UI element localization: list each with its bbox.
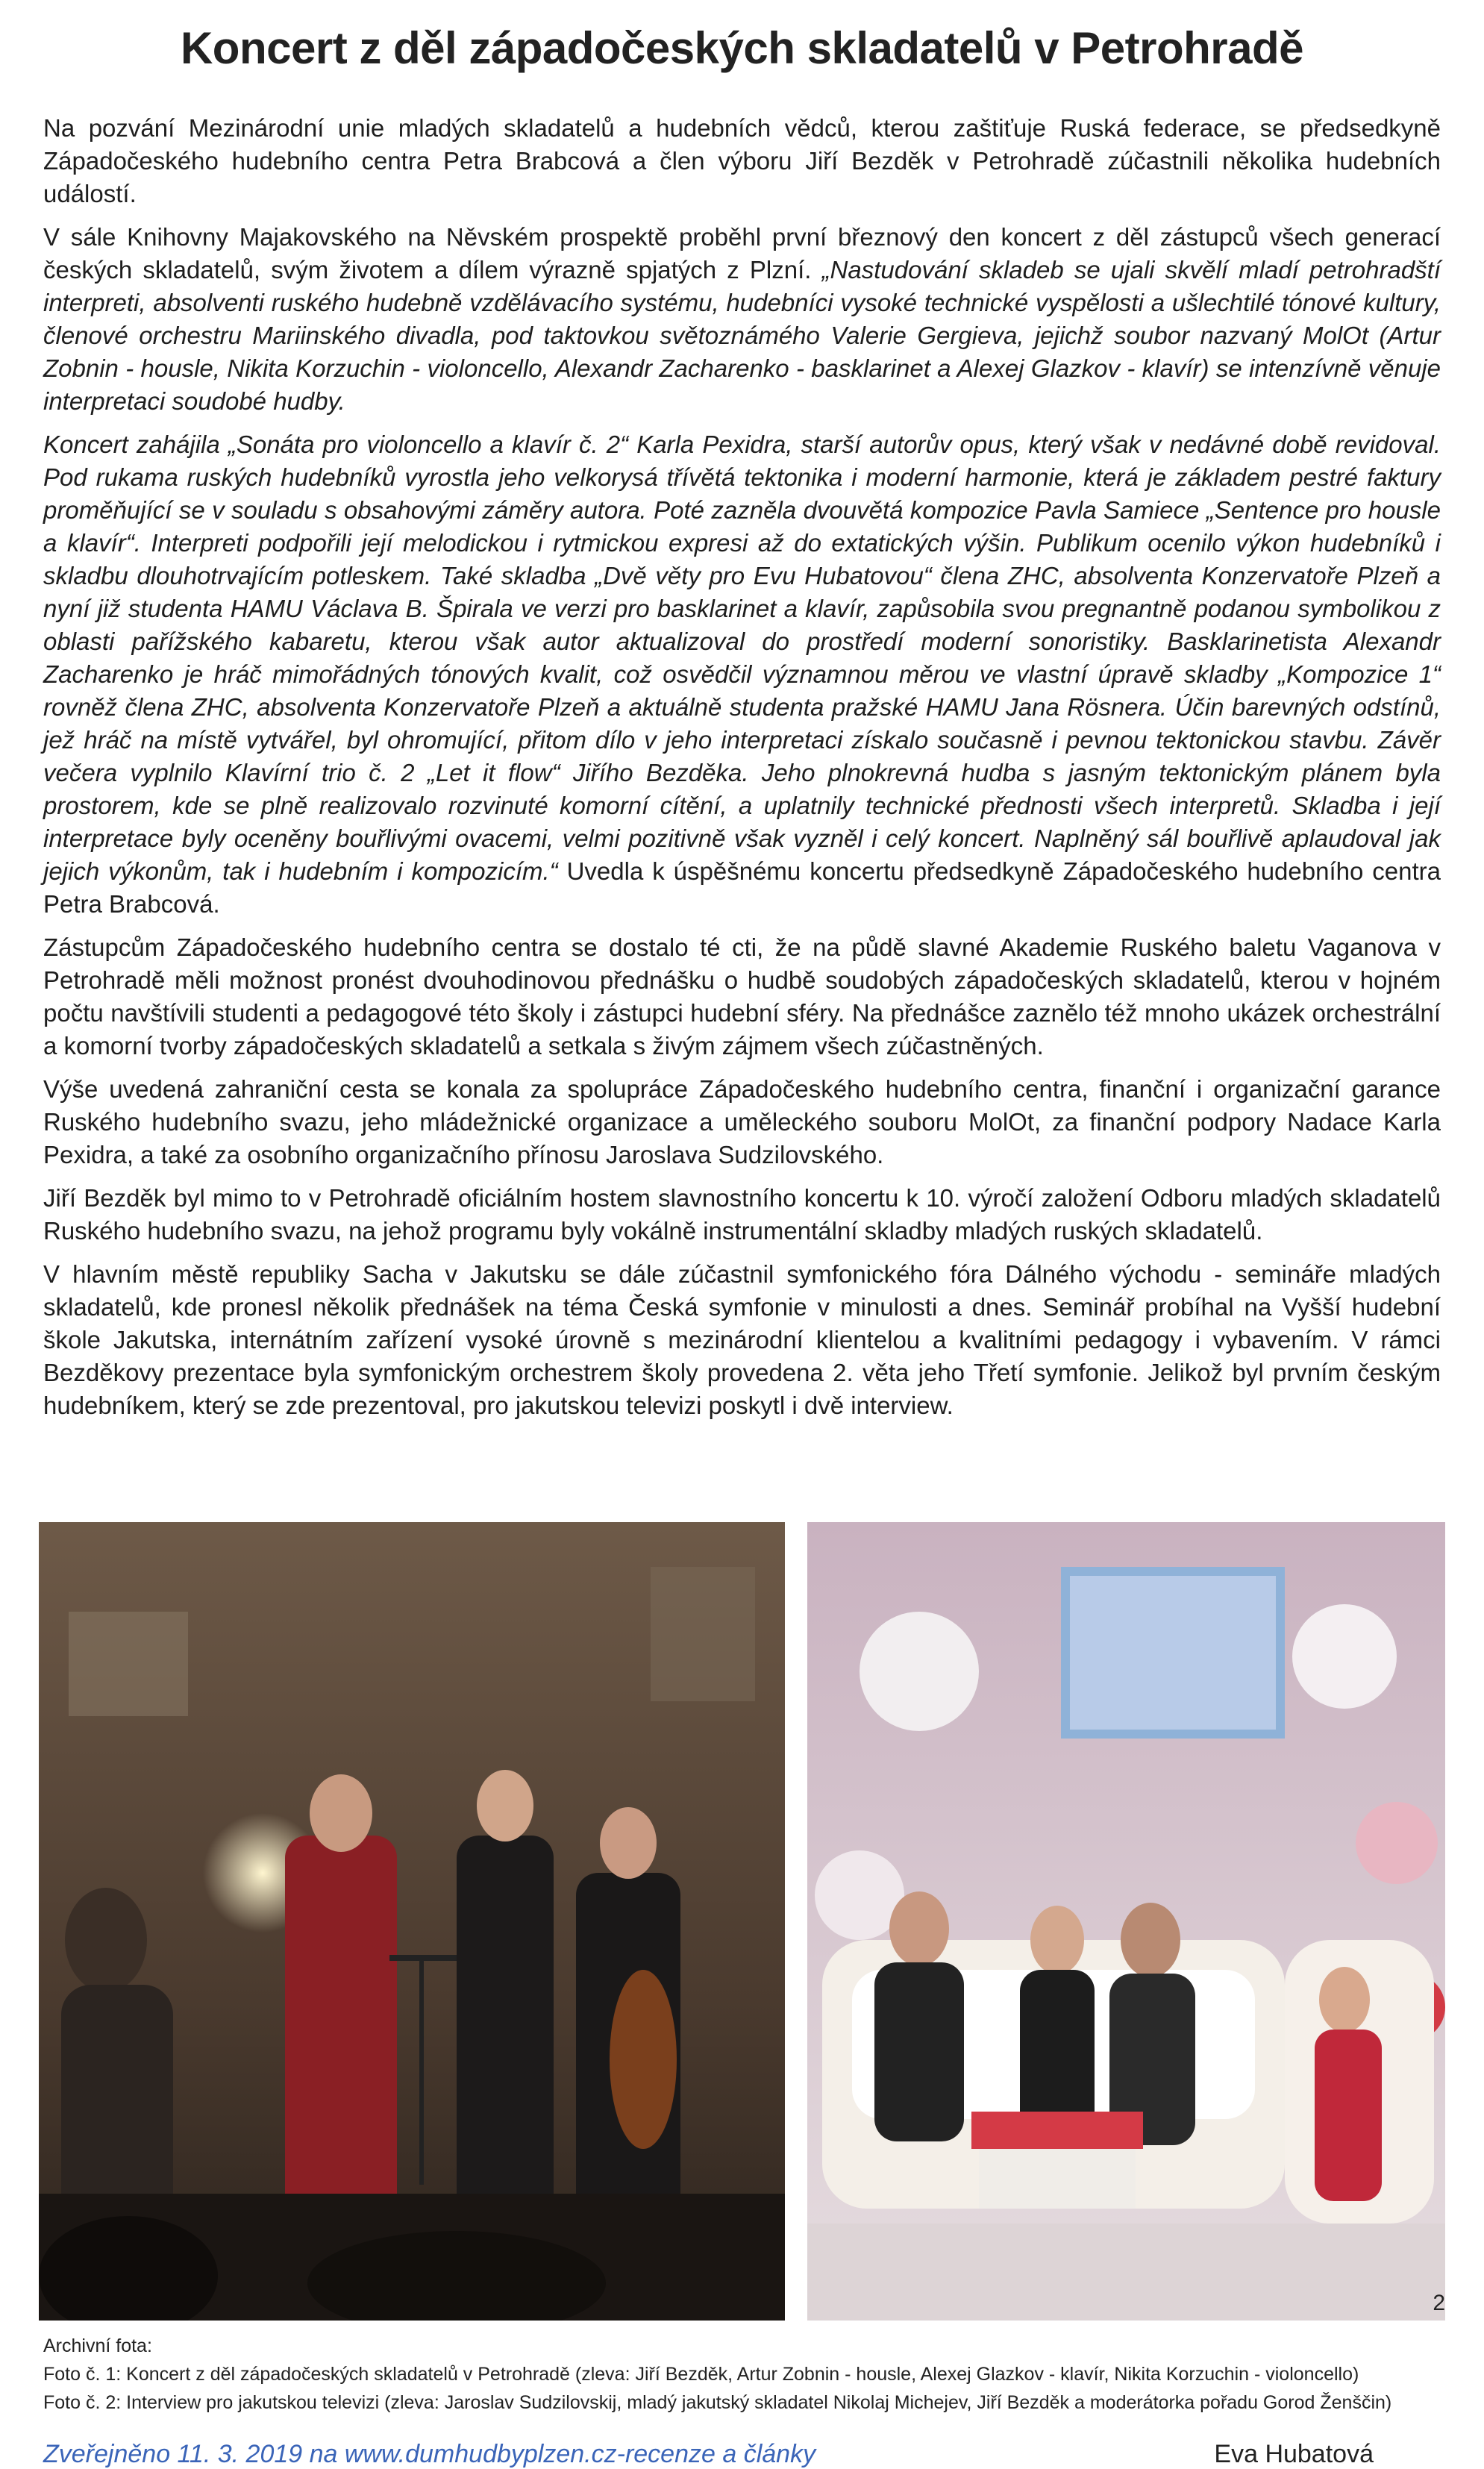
article-title: Koncert z děl západočeských skladatelů v Petrohradě: [180, 23, 1304, 73]
caption-photo-2: Foto č. 2: Interview pro jakutskou televizi (zleva: Jaroslav Sudzilovskij, mladý jakutský skladatel Nikolaj Michejev, Jiří Bezděk a moderátorka pořadu Gorod Ženščin): [43, 2392, 1392, 2413]
paragraph: V hlavním městě republiky Sacha v Jakutsku se dále zúčastnil symfonického fóra Dálného východu - semináře mladých skladatelů, kde pronesl několik přednášek na téma Česká symfonie v minulosti a dnes. Seminář probíhal na Vyšší hudební škole Jakutska, internátním zařízení vysoké úrovně s mezinárodní klientelou a kvalitními pedagogy i vybavením. V rámci Bezděkovy prezentace byla symfonickým orchestrem školy provedena 2. věta jeho Třetí symfonie. Jelikož byl prvním českým hudebníkem, který se zde prezentoval, pro jakutskou televizi poskytl i dvě interview.: [43, 1260, 1441, 1419]
paragraph: [43, 221, 1441, 418]
paragraph: Výše uvedená zahraniční cesta se konala za spolupráce Západočeského hudebního centra, finanční i organizační garance Ruského hudebního svazu, jeho mládežnické organizace a uměleckého souboru MolOt, za finanční podpory Nadace Karla Pexidra, a také za osobního organizačního přínosu Jaroslava Sudzilovského.: [43, 1075, 1441, 1168]
caption-photo-1: Foto č. 1: Koncert z děl západočeských skladatelů v Petrohradě (zleva: Jiří Bezděk, Artur Zobnin - housle, Alexej Glazkov - klavír, Nikita Korzuchin - violoncello): [43, 2364, 1359, 2385]
author-name: Eva Hubatová: [1214, 2440, 1374, 2468]
paragraph: Jiří Bezděk byl mimo to v Petrohradě oficiálním hostem slavnostního koncertu k 10. výročí založení Odboru mladých skladatelů Ruského hudebního svazu, na jehož programu byly vokálně instrumentální skladby mladých ruských skladatelů.: [43, 1184, 1441, 1245]
concert-photo: [39, 1522, 785, 2321]
paragraph: [43, 428, 1441, 921]
photo-number-label: 2: [1433, 2291, 1445, 2315]
quote-text: Koncert zahájila „Sonáta pro violoncello a klavír č. 2“ Karla Pexidra, starší autorův opus, který však v nedávné době revidoval. Pod rukama ruských hudebníků vyrostla jeho velkorysá třívětá tektonika i moderní harmonie, která je základem pestré faktury proměňující se v souladu s obsahovými záměry autora. Poté zazněla dvouvětá kompozice Pavla Samiece „Sentence pro housle a klavír“. Interpreti podpořili její melodickou i rytmickou expresi až do extatických výšin. Publikum ocenilo výkon hudebníků i skladbu dlouhotrvajícím potleskem. Také skladba „Dvě věty pro Evu Hubatovou“ člena ZHC, absolventa Konzervatoře Plzeň a nyní již studenta HAMU Václava B. Špirala ve verzi pro basklarinet a klavír, zapůsobila svou pregnantně podanou symbolikou z oblasti pařížského kabaretu, kterou však autor aktualizoval do prostředí moderní sonoristiky. Basklarinetista Alexandr Zacharenko je hráč mimořádných tónových kvalit, což osvědčil významnou měrou ve vlastní úpravě skladby „Kompozice 1“ rovněž člena ZHC, absolventa Konzervatoře Plzeň a aktuálně studenta pražské HAMU Jana Rösnera. Účin barevných odstínů, jež hráč na místě vytvářel, byl ohromující, přitom dílo v jeho interpretaci získalo současně i pevnou tektonickou stavbu. Závěr večera vyplnilo Klavírní trio č. 2 „Let it flow“ Jiřího Bezděka. Jeho plnokrevná hudba s jasným tektonickým plánem byla prostorem, kde se plně realizovalo rozvinuté komorní cítění, a uplatnily technické přednosti všech interpretů. Skladba i její interpretace byly oceněny bouřlivými ovacemi, velmi pozitivně však vyzněl i celý koncert. Naplněný sál bouřlivě aplaudoval jak jejich výkonům, tak i hudebním i kompozicím.“: [43, 431, 1441, 885]
footer: [43, 2440, 1441, 2469]
paragraph: Zástupcům Západočeského hudebního centra se dostalo té cti, že na půdě slavné Akademie Ruského baletu Vaganova v Petrohradě měli možnost pronést dvouhodinovou přednášku o hudbě soudobých západočeských skladatelů, kterou v hojném počtu navštívili studenti a pedagogové této školy i zástupci hudební sféry. Na přednášce zaznělo též mnoho ukázek orchestrální a komorní tvorby západočeských skladatelů a setkala s živým zájmem všech zúčastněných.: [43, 933, 1441, 1060]
paragraph: Na pozvání Mezinárodní unie mladých skladatelů a hudebních vědců, kterou zaštiťuje Ruská federace, se předsedkyně Západočeského hudebního centra Petra Brabcová a člen výboru Jiří Bezděk v Petrohradě zúčastnili několika hudebních událostí.: [43, 114, 1441, 207]
captions-heading: Archivní fota:: [43, 2335, 152, 2356]
article-body: [43, 112, 1441, 1433]
tv-interview-photo: [807, 1522, 1445, 2321]
photo-captions: [43, 2332, 1391, 2417]
paragraph-text: V sále Knihovny Majakovského na Něvském prospektě proběhl první březnový den koncert z děl zástupců všech generací českých skladatelů, svým životem a dílem výrazně spjatých z Plzní.: [43, 223, 1441, 284]
paragraph-text: Uvedla k úspěšnému koncertu předsedkyně Západočeského hudebního centra Petra Brabcová.: [43, 857, 1441, 918]
photo-gallery: [39, 1522, 1445, 2321]
quote-text: „Nastudování skladeb se ujali skvělí mladí petrohradští interpreti, absolventi ruského hudebně vzdělávacího systému, hudebníci vysoké technické vyspělosti a ušlechtilé tónové kultury, členové orchestru Mariinského divadla, pod taktovkou světoznámého Valerie Gergieva, jejichž soubor nazvaný MolOt (Artur Zobnin - housle, Nikita Korzuchin - violoncello, Alexandr Zacharenko - basklarinet a Alexej Glazkov - klavír) se intenzívně věnuje interpretaci soudobé hudby.: [43, 256, 1441, 415]
concert-photo-image: [39, 1522, 785, 2321]
tv-interview-photo-image: [807, 1522, 1445, 2321]
publication-note: Zveřejněno 11. 3. 2019 na www.dumhudbyplzen.cz-recenze a články: [43, 2440, 816, 2468]
